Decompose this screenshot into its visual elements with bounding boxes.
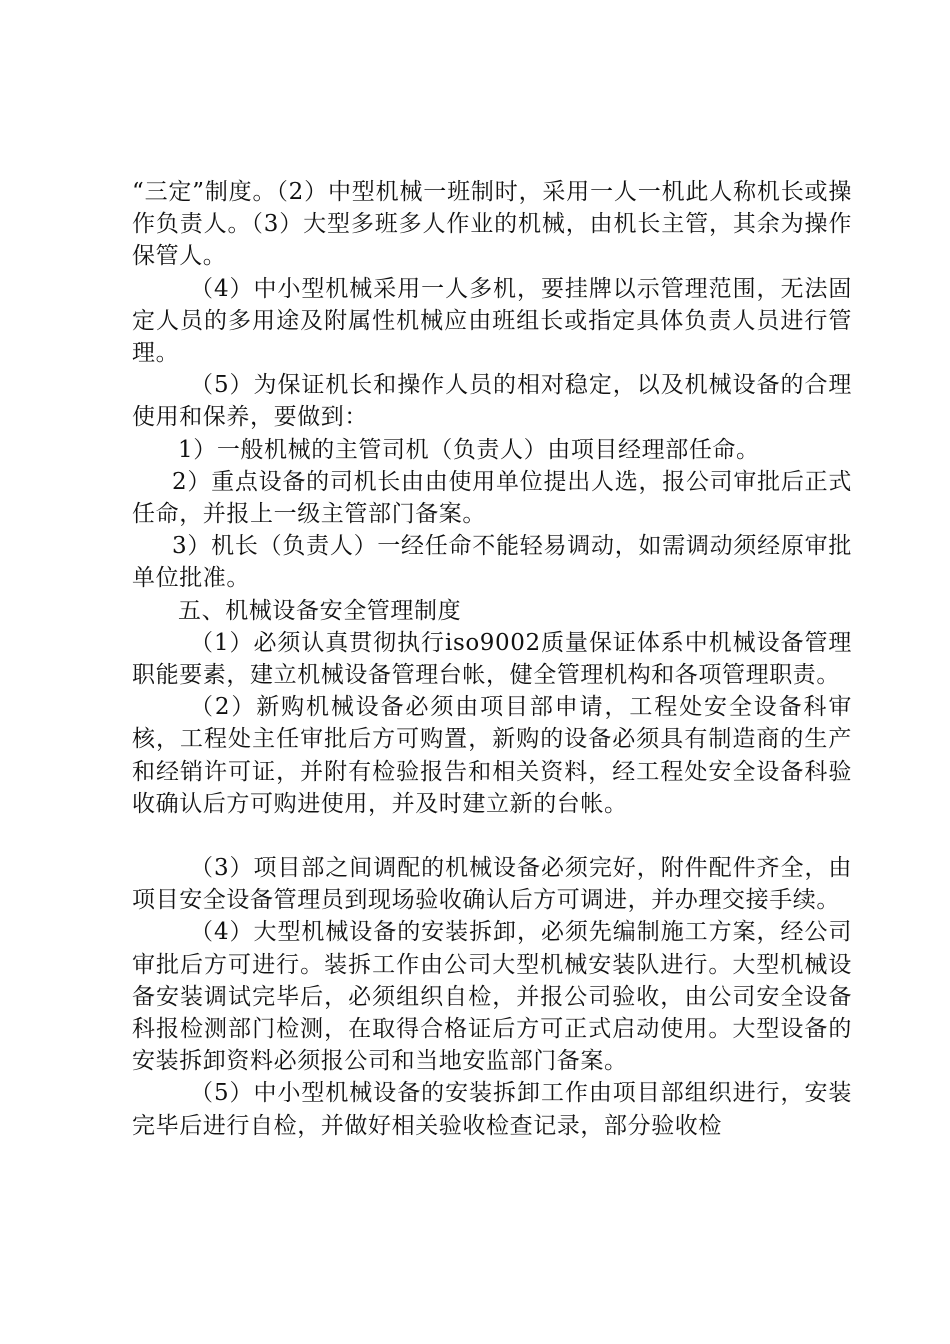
paragraph-item-5: （5）为保证机长和操作人员的相对稳定，以及机械设备的合理使用和保养，要做到： — [132, 372, 852, 431]
document-body — [132, 176, 852, 1142]
paragraph-safety-3: （3）项目部之间调配的机械设备必须完好，附件配件齐全，由项目安全设备管理员到现场验收确认后方可调进，并办理交接手续。 — [132, 855, 852, 914]
paragraph-three-fixed-system: “三定”制度。（2）中型机械一班制时，采用一人一机此人称机长或操作负责人。（3）大型多班多人作业的机械，由机长主管，其余为操作保管人。 — [132, 179, 852, 270]
paragraph-subitem-2: 2）重点设备的司机长由由使用单位提出人选，报公司审批后正式任命，并报上一级主管部门备案。 — [132, 468, 852, 528]
paragraph-safety-4: （4）大型机械设备的安装拆卸，必须先编制施工方案，经公司审批后方可进行。装拆工作由公司大型机械安装队进行。大型机械设备安装调试完毕后，必须组织自检，并报公司验收，由公司安全设备科报检测部门检测，在取得合格证后方可正式启动使用。大型设备的安装拆卸资料必须报公司和当地安监部门备案。 — [132, 919, 852, 1075]
paragraph-subitem-3: 3）机长（负责人）一经任命不能轻易调动，如需调动须经原审批单位批准。 — [132, 533, 852, 592]
section-heading-five: 五、机械设备安全管理制度 — [178, 597, 462, 624]
paragraph-item-4: （4）中小型机械采用一人多机，要挂牌以示管理范围，无法固定人员的多用途及附属性机械应由班组长或指定具体负责人员进行管理。 — [132, 275, 852, 367]
paragraph-safety-1: （1）必须认真贯彻执行iso9002质量保证体系中机械设备管理职能要素，建立机械设备管理台帐，健全管理机构和各项管理职责。 — [132, 629, 852, 689]
paragraph-safety-5: （5）中小型机械设备的安装拆卸工作由项目部组织进行，安装完毕后进行自检，并做好相关验收检查记录，部分验收检 — [132, 1080, 852, 1139]
paragraph-safety-2: （2）新购机械设备必须由项目部申请，工程处安全设备科审核，工程处主任审批后方可购置，新购的设备必须具有制造商的生产和经销许可证，并附有检验报告和相关资料，经工程处安全设备科验收确认后方可购进使用，并及时建立新的台帐。 — [132, 694, 852, 817]
paragraph-subitem-1: 1）一般机械的主管司机（负责人）由项目经理部任命。 — [178, 436, 760, 463]
paragraph-gap — [132, 820, 852, 852]
